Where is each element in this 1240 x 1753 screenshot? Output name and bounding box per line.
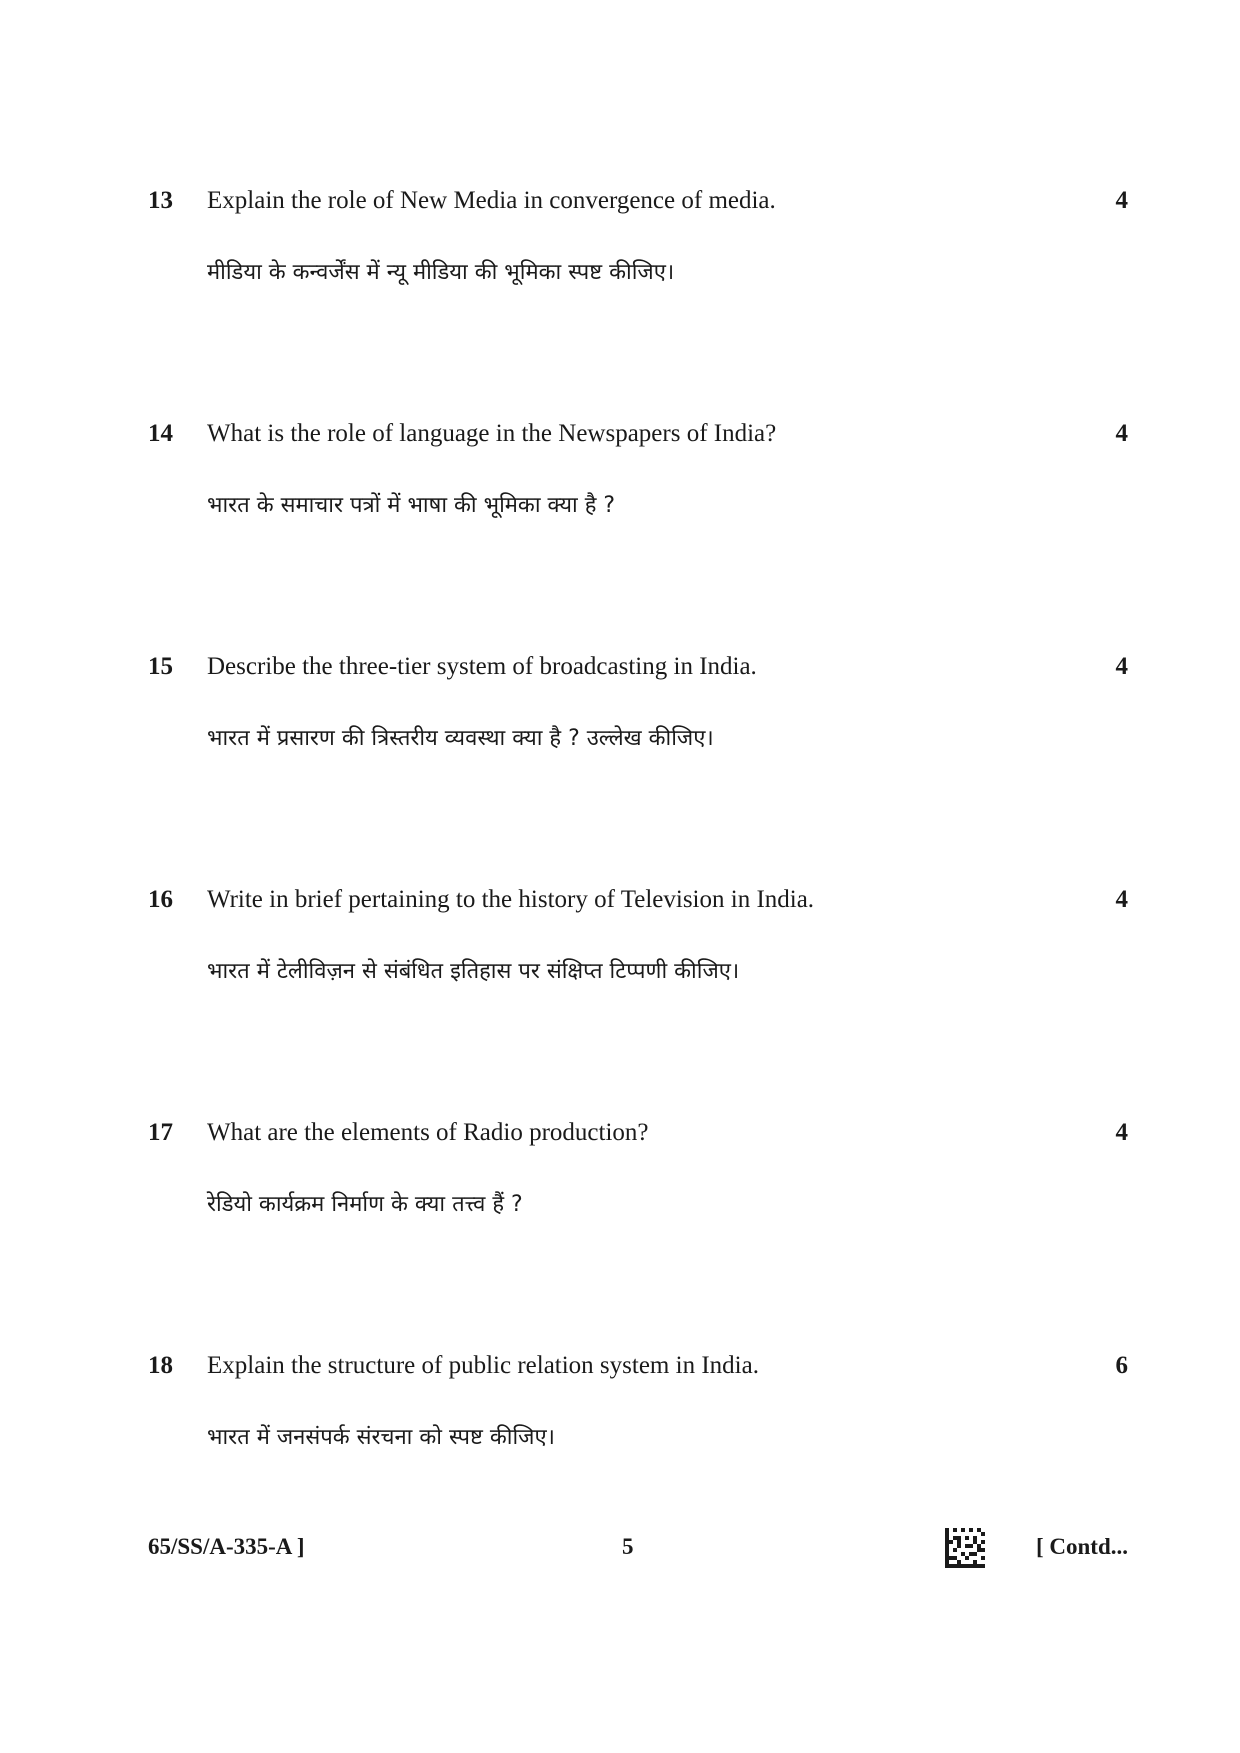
question-text-english: Explain the structure of public relation system in India.	[207, 1352, 759, 1379]
continued-label: [ Contd...	[1035, 1534, 1128, 1559]
question-18	[148, 1351, 1128, 1471]
question-17	[148, 1118, 1128, 1238]
question-marks: 4	[1115, 886, 1128, 913]
paper-code: 65/SS/A-335-A ]	[148, 1534, 305, 1559]
qr-code-icon	[945, 1528, 985, 1568]
page-number: 5	[622, 1534, 634, 1559]
question-text-hindi: भारत में जनसंपर्क संरचना को स्पष्ट कीजिए।	[207, 1425, 555, 1450]
question-text-english: What is the role of language in the Newspapers of India?	[207, 420, 777, 447]
question-16	[148, 885, 1128, 1005]
question-text-hindi: रेडियो कार्यक्रम निर्माण के क्या तत्त्व हैं ?	[207, 1192, 523, 1217]
page-footer	[148, 1532, 1128, 1572]
question-marks: 4	[1115, 187, 1128, 214]
question-marks: 4	[1115, 1119, 1128, 1146]
question-number: 17	[148, 1119, 173, 1146]
question-text-english: Explain the role of New Media in convergence of media.	[207, 187, 776, 214]
question-number: 16	[148, 886, 173, 913]
question-text-hindi: भारत के समाचार पत्रों में भाषा की भूमिका क्या है ?	[207, 493, 616, 518]
question-text-english: Write in brief pertaining to the history of Television in India.	[207, 886, 815, 913]
question-number: 14	[148, 420, 173, 447]
question-marks: 6	[1115, 1352, 1128, 1379]
question-marks: 4	[1115, 653, 1128, 680]
question-text-english: What are the elements of Radio production?	[207, 1119, 649, 1146]
question-text-english: Describe the three-tier system of broadcasting in India.	[207, 653, 757, 680]
question-14	[148, 419, 1128, 539]
question-number: 15	[148, 653, 173, 680]
question-13	[148, 186, 1128, 306]
question-number: 18	[148, 1352, 173, 1379]
question-marks: 4	[1115, 420, 1128, 447]
question-text-hindi: भारत में टेलीविज़न से संबंधित इतिहास पर संक्षिप्त टिप्पणी कीजिए।	[207, 959, 740, 984]
question-text-hindi: भारत में प्रसारण की त्रिस्तरीय व्यवस्था क्या है ? उल्लेख कीजिए।	[207, 726, 714, 751]
question-number: 13	[148, 187, 173, 214]
question-text-hindi: मीडिया के कन्वर्जेंस में न्यू मीडिया की भूमिका स्पष्ट कीजिए।	[207, 260, 675, 285]
question-15	[148, 652, 1128, 772]
